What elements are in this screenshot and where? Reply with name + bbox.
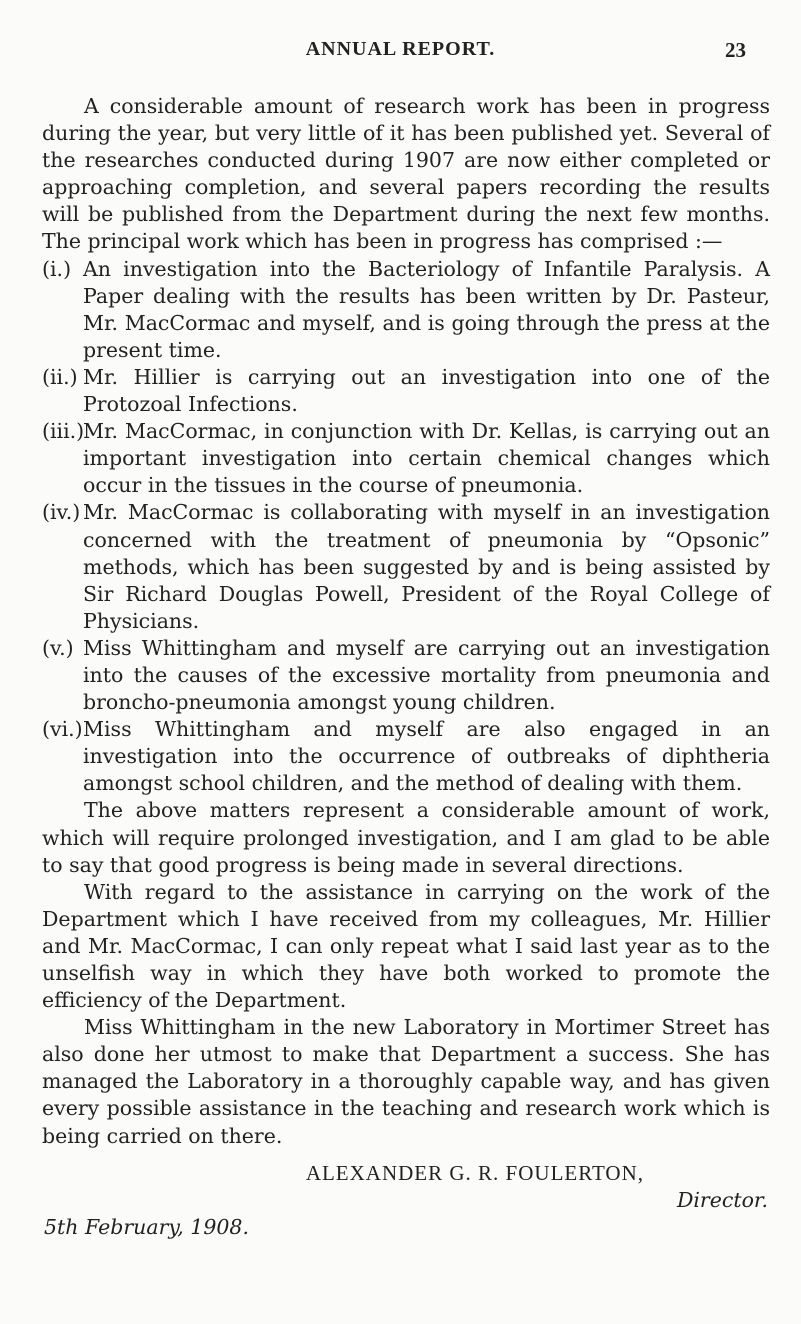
report-body [42, 93, 770, 1241]
item-text: An investigation into the Bacteriology of Infantile Paralysis. A Paper dealing with the results has been written by Dr. Pasteur, Mr. MacCormac and myself, and is going through the press at the present time. [83, 256, 770, 362]
item-text: Mr. Hillier is carrying out an investigation into one of the Protozoal Infections. [83, 364, 770, 417]
body-paragraph: The above matters represent a considerable amount of work, which will require prolonged investigation, and I am glad to be able to say that good progress is being made in several directions. [42, 798, 770, 877]
body-paragraph: With regard to the assistance in carrying on the work of the Department which I have received from my colleagues, Mr. Hillier and Mr. MacCormac, I can only repeat what I said last year as to the unselfish way in which they have both worked to promote the efficiency of the Department. [42, 879, 770, 1013]
item-text: Miss Whittingham and myself are carrying out an investigation into the causes of the excessive mortality from pneumonia and broncho-pneumonia amongst young children. [83, 635, 770, 715]
list-item [42, 256, 770, 364]
item-number: (ii.) [42, 364, 78, 389]
item-text: Mr. MacCormac, in conjunction with Dr. Kellas, is carrying out an important investigation into certain chemical changes which occur in the tissues in the course of pneumonia. [83, 419, 770, 498]
page-number: 23 [725, 38, 746, 62]
research-work-list [42, 256, 770, 798]
item-text: Miss Whittingham and myself are also engaged in an investigation into the occurrence of outbreaks of diphtheria amongst school children, and the method of dealing with them. [83, 717, 770, 796]
item-number: (iii.) [42, 419, 85, 444]
item-number: (i.) [42, 256, 72, 281]
signatory-title: Director. [676, 1187, 768, 1212]
signature-block [42, 1160, 770, 1214]
list-item [42, 364, 770, 418]
item-number: (iv.) [42, 500, 81, 525]
intro-paragraph: A considerable amount of research work has been in progress during the year, but very little of it has been published yet. Several of the researches conducted during 1907 are now either completed or approaching completion, and several papers recording the results will be published from the Department during the next few months. The principal work which has been in progress has comprised :— [42, 94, 770, 254]
signatory-name: ALEXANDER G. R. FOULERTON, [305, 1160, 644, 1185]
list-item [42, 499, 770, 634]
item-text: Mr. MacCormac is collaborating with myself in an investigation concerned with the treatment of pneumonia by “Opsonic” methods, which has been suggested by and is being assisted by Sir Richard Douglas Powell, President of the Royal College of Physicians. [83, 500, 770, 633]
list-item [42, 716, 770, 797]
item-number: (v.) [42, 635, 74, 660]
page-header [0, 38, 801, 68]
item-number: (vi.) [42, 717, 83, 742]
report-date: 5th February, 1908. [44, 1214, 249, 1239]
list-item [42, 418, 770, 499]
list-item [42, 635, 770, 716]
running-head: ANNUAL REPORT. [305, 38, 496, 60]
body-paragraph: Miss Whittingham in the new Laboratory in Mortimer Street has also done her utmost to make that Department a success. She has managed the Laboratory in a thoroughly capable way, and has given every possible assistance in the teaching and research work which is being carried on there. [42, 1015, 770, 1148]
